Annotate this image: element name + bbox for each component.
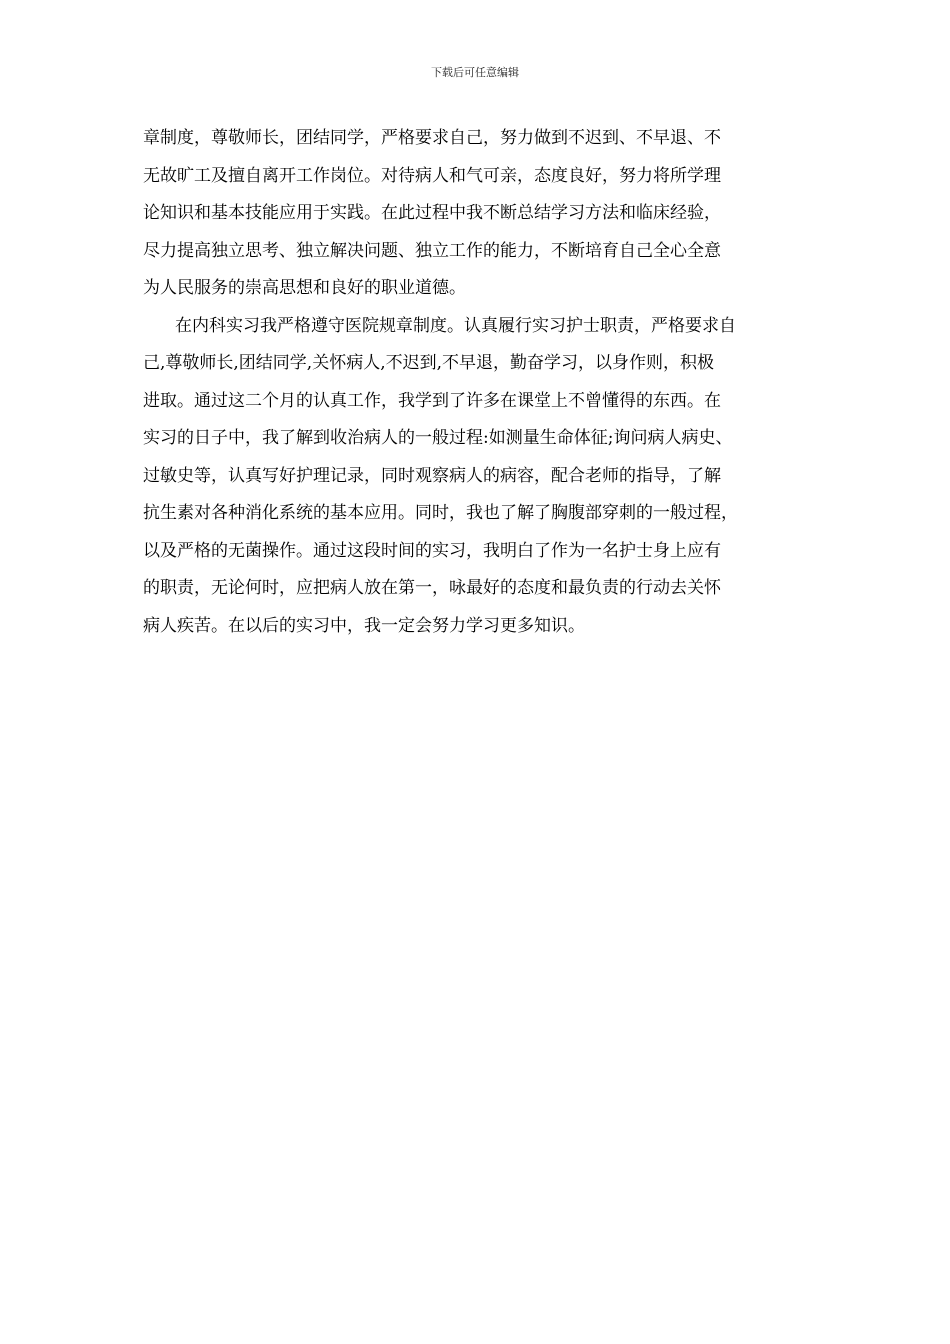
text-line: 尽力提高独立思考、独立解决问题、独立工作的能力，不断培育自己全心全意 (143, 240, 721, 261)
text-line: 过敏史等，认真写好护理记录，同时观察病人的病容，配合老师的指导，了解 (143, 465, 721, 486)
text-line: 进取。通过这二个月的认真工作，我学到了许多在课堂上不曾懂得的东西。在 (143, 390, 721, 411)
text-line: 章制度，尊敬师长，团结同学，严格要求自己，努力做到不迟到、不早退、不 (143, 128, 721, 148)
text-line: 病人疾苦。在以后的实习中，我一定会努力学习更多知识。 (143, 615, 585, 636)
paragraph-1 (143, 120, 823, 308)
text-line: 在内科实习我严格遵守医院规章制度。认真履行实习护士职责，严格要求自 (175, 315, 736, 336)
text-line: 无故旷工及擅自离开工作岗位。对待病人和气可亲，态度良好，努力将所学理 (143, 165, 721, 186)
text-line: 以及严格的无菌操作。通过这段时间的实习，我明白了作为一名护士身上应有 (143, 540, 721, 561)
text-line: 己,尊敬师长,团结同学,关怀病人,不迟到,不早退，勤奋学习，以身作则，积极 (143, 353, 715, 373)
paragraph-2 (143, 308, 823, 646)
text-line: 实习的日子中，我了解到收治病人的一般过程:如测量生命体征;询问病人病史、 (143, 428, 733, 448)
text-line: 抗生素对各种消化系统的基本应用。同时，我也了解了胸腹部穿刺的一般过程， (143, 503, 738, 523)
text-line: 为人民服务的崇高思想和良好的职业道德。 (143, 278, 466, 298)
document-body (143, 120, 823, 645)
text-line: 的职责，无论何时，应把病人放在第一，咏最好的态度和最负责的行动去关怀 (143, 578, 721, 598)
text-line: 论知识和基本技能应用于实践。在此过程中我不断总结学习方法和临床经验， (143, 203, 721, 223)
page-header: 下载后可任意编辑 (431, 66, 519, 79)
